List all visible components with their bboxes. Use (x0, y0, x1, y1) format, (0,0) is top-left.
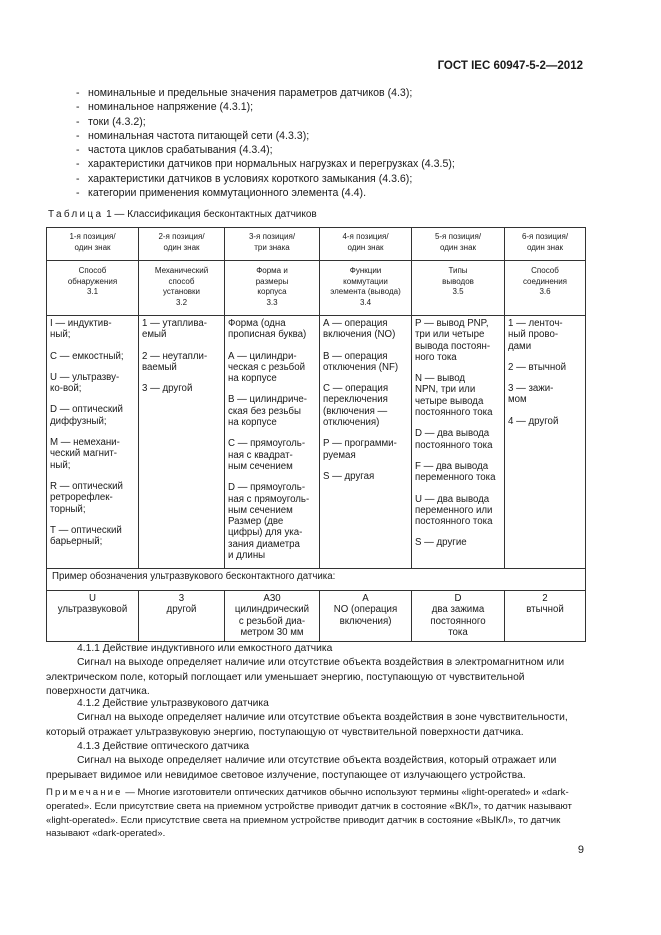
table-cell-item: D — прямоуголь- ная с прямоуголь- ным сечением Размер (две цифры) для ука- зания диаметра и длины (228, 482, 310, 562)
list-item: - частота циклов срабатывания (4.3.4); (76, 144, 273, 157)
table-caption-label: Таблица (48, 209, 104, 220)
section-title: 4.1.2 Действие ультразвукового датчика (77, 698, 269, 709)
table-cell-item: А — операция включения (NO) (323, 318, 396, 341)
category-header: Форма и размеры корпуса 3.3 (225, 261, 320, 316)
section-title: 4.1.3 Действие оптического датчика (77, 741, 250, 752)
position-header: 6-я позиция/ один знак (505, 228, 586, 261)
list-item: - номинальное напряжение (4.3.1); (76, 101, 254, 114)
table-caption (48, 209, 317, 220)
table-cell-item: С — прямоуголь- ная с квадрат- ным сечением (228, 438, 306, 472)
note-label: Примечание (46, 787, 123, 798)
example-cell: А30 цилиндрический с резьбой диа- метром 30 мм (225, 591, 320, 642)
bullet-dash: - (76, 187, 80, 200)
table-cell-item: А — цилиндри- ческая с резьбой на корпусе (228, 350, 305, 385)
table-cell-item: 1 — ленточ- ный прово- дами (508, 318, 563, 352)
bullet-dash: - (76, 129, 80, 142)
category-header: Функции коммутации элемента (вывода) 3.4 (320, 261, 412, 316)
example-cell: А NO (операция включения) (320, 591, 412, 642)
example-cell: 3 другой (139, 591, 225, 642)
section-title: 4.1.1 Действие индуктивного или емкостного датчика (77, 643, 333, 654)
category-header: Способ соединения 3.6 (505, 261, 586, 316)
table-cell-item: S — другая (323, 470, 375, 482)
table-cell-item: С — операция переключения (включения — отключения) (323, 383, 389, 429)
bullet-dash: - (76, 158, 80, 171)
table-cell-item: U — два вывода переменного или постоянного тока (415, 493, 493, 528)
example-cell: U ультразвуковой (47, 591, 139, 642)
classification-table (46, 227, 586, 642)
example-cell: 2 втычной (505, 591, 586, 642)
table-cell-item: 2 — неутапли- ваемый (142, 350, 208, 373)
list-item: - номинальная частота питающей сети (4.3.3); (76, 129, 310, 142)
table-cell-item: 3 — другой (142, 383, 193, 395)
bullet-dash: - (76, 87, 80, 99)
table-cell-item: I — индуктив- ный; (50, 318, 112, 341)
parameter-list (76, 86, 455, 200)
list-item: - токи (4.3.2); (76, 115, 146, 128)
mounting-cell (139, 316, 225, 569)
section-text: Сигнал на выходе определяет наличие или отсутствие объекта воздействия, который отражает или прерывает видимое или невидимое световое излучение, поступающее от излучающего устройства. (46, 755, 557, 781)
section-ultrasonic (46, 697, 584, 740)
bullet-dash: - (76, 144, 80, 157)
table-body-row (47, 316, 586, 569)
standard-header: ГОСТ IEC 60947-5-2—2012 (437, 60, 583, 72)
table-cell-item: U — ультразву- ко-вой; (50, 371, 120, 395)
table-header-row (47, 228, 586, 261)
table-cell-item: D — два вывода постоянного тока (415, 428, 493, 451)
section-text: Сигнал на выходе определяет наличие или отсутствие объекта воздействия в электромагнитном или электрическом поле, который поглощает или уменьшает энергию, поступающую от чувствительной поверхности датчика. (46, 657, 565, 698)
output-type-cell (412, 316, 505, 569)
housing-shape-cell (225, 316, 320, 569)
position-header: 3-я позиция/ три знака (225, 228, 320, 261)
connection-method-cell (505, 316, 586, 569)
table-cell-item: Форма (одна прописная буква) (228, 318, 307, 341)
table-category-row (47, 261, 586, 316)
list-item: - категории применения коммутационного элемента (4.4). (76, 187, 367, 200)
table-cell-item: R — оптический ретрорефлек- торный; (50, 480, 123, 515)
category-header: Способ обнаружения 3.1 (47, 261, 139, 316)
table-cell-item: 2 — втычной (508, 361, 566, 373)
list-item: - характеристики датчиков при нормальных нагрузках и перегрузках (4.3.5); (76, 158, 455, 171)
note-text: — Многие изготовители оптических датчиков обычно используют термины «light-operated» и «dark-operated». Если присутствие света на приемном устройстве приводит датчик в состояние «ВКЛ», то датчик называют «light-operated». Если присутствие света на приемном устройстве приводит датчик в состояние «ВЫКЛ», то датчик называют «dark-operated». (46, 787, 572, 840)
table-cell-item: С — емкостный; (50, 350, 124, 362)
section-text: Сигнал на выходе определяет наличие или отсутствие объекта воздействия в зоне чувствительности, который отражает ультразвуковую энергию, поступающую от чувствительной поверхности датчика. (46, 712, 568, 738)
table-cell-item: Р — вывод PNP, три или четыре вывода постоян- ного тока (415, 318, 491, 363)
table-cell-item: S — другие (415, 537, 467, 549)
table-cell-item: Т — оптический барьерный; (50, 524, 122, 548)
bullet-dash: - (76, 115, 80, 128)
table-cell-item: N — вывод NPN, три или четыре вывода постоянного тока (415, 373, 493, 419)
table-cell-item: D — оптический диффузный; (50, 404, 123, 427)
table-cell-item: М — немехани- ческий магнит- ный; (50, 437, 120, 471)
table-cell-item: 4 — другой (508, 415, 559, 427)
position-header: 1-я позиция/ один знак (47, 228, 139, 261)
position-header: 2-я позиция/ один знак (139, 228, 225, 261)
example-title: Пример обозначения ультразвукового бесконтактного датчика: (47, 569, 586, 591)
example-cell: D два зажима постоянного тока (412, 591, 505, 642)
switching-function-cell (320, 316, 412, 569)
example-title-row (47, 569, 586, 591)
table-cell-item: F — два вывода переменного тока (415, 460, 496, 484)
category-header: Механический способ установки 3.2 (139, 261, 225, 316)
table-cell-item: В — цилиндриче- ская без резьбы на корпусе (228, 394, 308, 429)
section-optical (46, 740, 584, 783)
list-item: - характеристики датчиков в условиях короткого замыкания (4.3.6); (76, 172, 413, 185)
table-cell-item: В — операция отключения (NF) (323, 350, 399, 373)
detection-method-cell (47, 316, 139, 569)
position-header: 4-я позиция/ один знак (320, 228, 412, 261)
example-values-row (47, 591, 586, 642)
table-cell-item: 3 — зажи- мом (508, 383, 554, 406)
section-inductive (46, 642, 584, 700)
note (46, 786, 584, 841)
category-header: Типы выводов 3.5 (412, 261, 505, 316)
table-caption-text: 1 — Классификация бесконтактных датчиков (106, 209, 317, 220)
position-header: 5-я позиция/ один знак (412, 228, 505, 261)
table-cell-item: 1 — утаплива- емый (142, 318, 207, 341)
bullet-dash: - (76, 101, 80, 114)
page-number: 9 (577, 844, 584, 856)
bullet-dash: - (76, 172, 80, 185)
list-item: - номинальные и предельные значения параметров датчиков (4.3); (76, 87, 413, 99)
table-cell-item: Р — программи- руемая (323, 438, 397, 461)
